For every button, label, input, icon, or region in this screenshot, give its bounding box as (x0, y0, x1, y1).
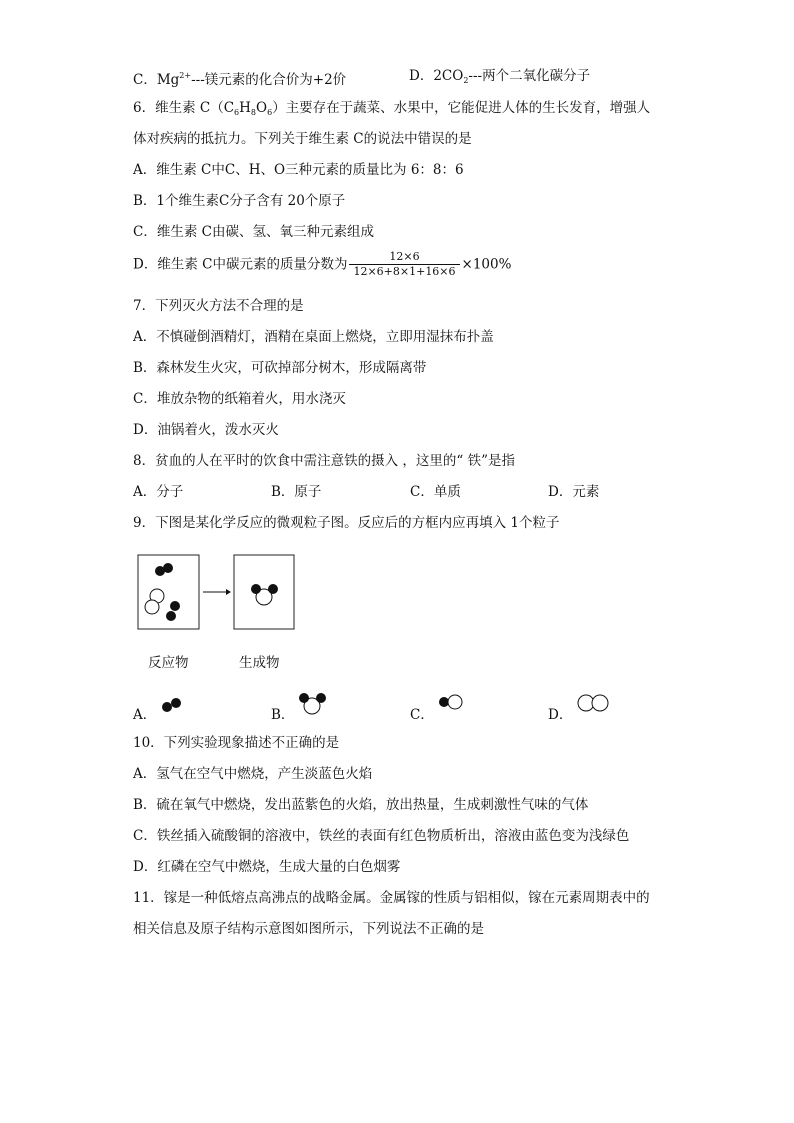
q8-stem: 8．贫血的人在平时的饮食中需注意铁的摄入 ，这里的“ 铁”是指 (133, 453, 515, 469)
option-d-white-atom (592, 695, 608, 711)
q10-option-b: B．硫在氧气中燃烧，发出蓝紫色的火焰，放出热量，生成刺激性气味的气体 (133, 797, 589, 813)
option-b-black-atom (299, 693, 309, 703)
q7-stem: 7．下列灭火方法不合理的是 (133, 298, 304, 314)
q5-option-d: D．$2CO_2---$两个二氧化碳分子 (409, 68, 591, 85)
q8-option-d: D．元素 (548, 484, 600, 500)
option-a-black-atom (162, 702, 172, 712)
q9-stem: 9．下图是某化学反应的微观粒子图。反应后的方框内应再填入 1个粒子 (133, 515, 560, 531)
q8-option-b: B．原子 (271, 484, 322, 500)
black-atom (163, 563, 173, 573)
q7-option-d: D．油锅着火，泼水灭火 (133, 422, 279, 438)
q8-option-c: C．单质 (410, 484, 461, 500)
black-atom (170, 601, 180, 611)
q6-option-a: A．维生素 C中C、H、O三种元素的质量比为 6：8：6 (133, 162, 464, 178)
black-atom (251, 584, 261, 594)
reactant-label: 反应物 (148, 655, 189, 671)
q10-option-d: D．红磷在空气中燃烧，生成大量的白色烟雾 (133, 859, 401, 875)
q9-option-d: D． (548, 707, 573, 723)
option-b-black-atom (316, 693, 326, 703)
q8-option-a: A．分子 (133, 484, 184, 500)
q9-option-c: C． (410, 707, 434, 723)
q6-stem-line2: 体对疾病的抵抗力。下列关于维生素 C的说法中错误的是 (133, 131, 472, 147)
q11-stem-line1: 11．镓是一种低熔点高沸点的战略金属。金属镓的性质与铝相似，镓在元素周期表中的 (133, 890, 650, 906)
black-atom (166, 611, 176, 621)
q11-stem-line2: 相关信息及原子结构示意图如图所示，下列说法不正确的是 (133, 921, 484, 937)
q6-option-b: B．1个维生素C分子含有 20个原子 (133, 193, 346, 209)
white-atom (145, 600, 159, 614)
q7-option-b: B．森林发生火灾，可砍掉部分树木，形成隔离带 (133, 360, 427, 376)
q6-option-d: D．维生素 C中碳元素的质量分数为 $\frac{12\times 6}{12\times 6+8\times 1+16\times 6}$ ×100% (133, 250, 512, 278)
product-label: 生成物 (239, 655, 280, 671)
option-a-black-atom (171, 698, 181, 708)
option-c-white-atom (448, 695, 462, 709)
q10-option-a: A．氢气在空气中燃烧，产生淡蓝色火焰 (133, 766, 373, 782)
mass-fraction: $\frac{12\times 6}{12\times 6+8\times 1+16\times 6}$ (349, 250, 459, 279)
q10-option-c: C．铁丝插入硫酸铜的溶液中，铁丝的表面有红色物质析出，溶液由蓝色变为浅绿色 (133, 828, 630, 844)
q7-option-c: C．堆放杂物的纸箱着火，用水浇灭 (133, 391, 346, 407)
q10-stem: 10．下列实验现象描述不正确的是 (133, 735, 340, 751)
black-atom (268, 584, 278, 594)
q6-option-c: C．维生素 C由碳、氢、氧三种元素组成 (133, 224, 374, 240)
q5-option-c: C．$Mg^{2+}---$镁元素的化合价为+2价 (133, 71, 347, 88)
q7-option-a: A．不慎碰倒酒精灯，酒精在桌面上燃烧，立即用湿抹布扑盖 (133, 329, 494, 345)
q9-option-b: B． (271, 707, 295, 723)
arrow-head (226, 589, 231, 595)
q9-option-a: A． (133, 707, 157, 723)
q6-stem-line1: 6．维生素 $C(C_6H_8O_6)$主要存在于蔬菜、水果中，它能促进人体的生长发育，增强人 (133, 100, 651, 117)
